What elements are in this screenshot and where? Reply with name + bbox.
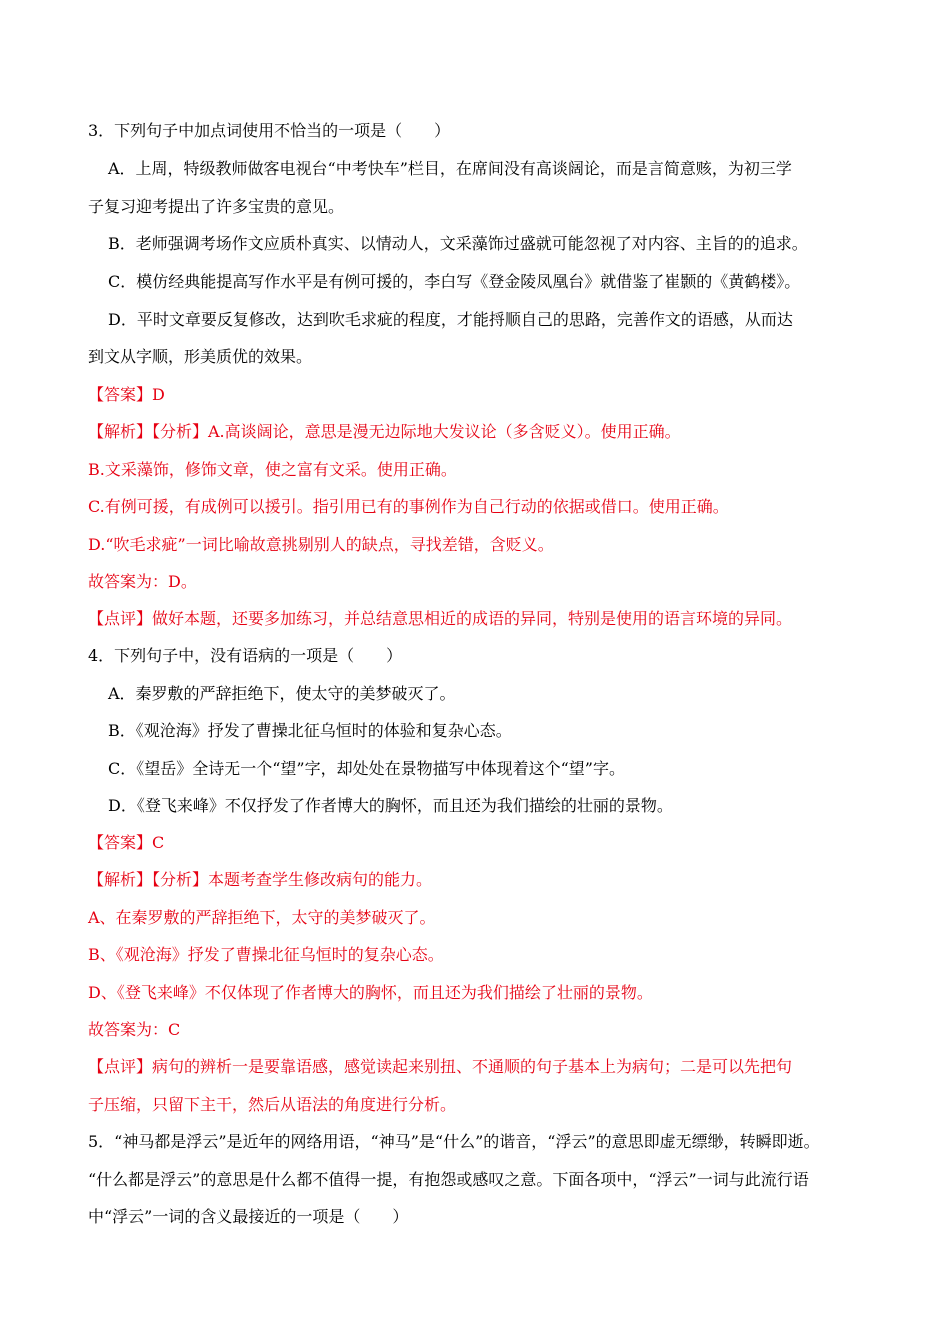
q3-explain-d: D.“吹毛求疵”一词比喻故意挑剔别人的缺点，寻找差错，含贬义。 <box>88 535 554 554</box>
q5-stem-line1: 5．“神马都是浮云”是近年的网络用语，“神马”是“什么”的谐音，“浮云”的意思即虚无缥缈，转瞬即逝。 <box>88 1132 820 1151</box>
q3-option-d-line1: D．平时文章要反复修改，达到吹毛求疵的程度，才能捋顺自己的思路，完善作文的语感，从而达 <box>108 310 793 329</box>
q3-comment: 【点评】做好本题，还要多加练习，并总结意思相近的成语的异同，特别是使用的语言环境的异同。 <box>88 609 793 628</box>
q4-explain-d: D、《登飞来峰》不仅体现了作者博大的胸怀，而且还为我们描绘了壮丽的景物。 <box>88 983 653 1002</box>
q3-stem: 3．下列句子中加点词使用不恰当的一项是（ ） <box>88 121 451 140</box>
q4-comment-line1: 【点评】病句的辨析一是要靠语感，感觉读起来别扭、不通顺的句子基本上为病句；二是可以先把句 <box>88 1057 793 1076</box>
q3-explain-b: B.文采藻饰，修饰文章，使之富有文采。使用正确。 <box>88 460 457 479</box>
q4-explain-b: B、《观沧海》抒发了曹操北征乌恒时的复杂心态。 <box>88 945 444 964</box>
q3-option-a-line2: 子复习迎考提出了许多宝贵的意见。 <box>88 197 345 216</box>
q3-explain-c: C.有例可援，有成例可以援引。指引用已有的事例作为自己行动的依据或借口。使用正确。 <box>88 497 729 516</box>
q4-explain-a: A、在秦罗敷的严辞拒绝下，太守的美梦破灭了。 <box>88 908 436 927</box>
q3-option-d-line2: 到文从字顺，形美质优的效果。 <box>88 347 313 366</box>
q4-analysis: 【解析】【分析】本题考查学生修改病句的能力。 <box>88 870 433 889</box>
q3-option-a-line1: A．上周，特级教师做客电视台“中考快车”栏目，在席间没有高谈阔论，而是言简意赅，为初三学 <box>108 159 792 178</box>
q3-answer: 【答案】D <box>88 385 165 404</box>
q4-option-c: C．《望岳》全诗无一个“望”字，却处处在景物描写中体现着这个“望”字。 <box>108 759 625 778</box>
q3-option-b: B．老师强调考场作文应质朴真实、以情动人，文采藻饰过盛就可能忽视了对内容、主旨的的追求。 <box>108 234 808 253</box>
q5-stem-line3: 中“浮云”一词的含义最接近的一项是（ ） <box>88 1207 409 1226</box>
q4-stem: 4．下列句子中，没有语病的一项是（ ） <box>88 646 403 665</box>
q4-option-b: B．《观沧海》抒发了曹操北征乌恒时的体验和复杂心态。 <box>108 721 512 740</box>
q5-stem-line2: “什么都是浮云”的意思是什么都不值得一提，有抱怨或感叹之意。下面各项中，“浮云”一词与此流行语 <box>88 1170 809 1189</box>
q3-analysis: 【解析】【分析】A.高谈阔论，意思是漫无边际地大发议论（多含贬义）。使用正确。 <box>88 422 681 441</box>
q4-comment-line2: 子压缩，只留下主干，然后从语法的角度进行分析。 <box>88 1095 457 1114</box>
q4-option-d: D．《登飞来峰》不仅抒发了作者博大的胸怀，而且还为我们描绘的壮丽的景物。 <box>108 796 673 815</box>
q3-option-c: C．模仿经典能提高写作水平是有例可援的，李白写《登金陵凤凰台》就借鉴了崔颢的《黄鹤楼》。 <box>108 272 801 291</box>
q3-final-answer: 故答案为：D。 <box>88 572 197 591</box>
q4-final-answer: 故答案为：C <box>88 1020 181 1039</box>
q4-answer: 【答案】C <box>88 833 165 852</box>
q4-option-a: A．秦罗敷的严辞拒绝下，使太守的美梦破灭了。 <box>108 684 456 703</box>
